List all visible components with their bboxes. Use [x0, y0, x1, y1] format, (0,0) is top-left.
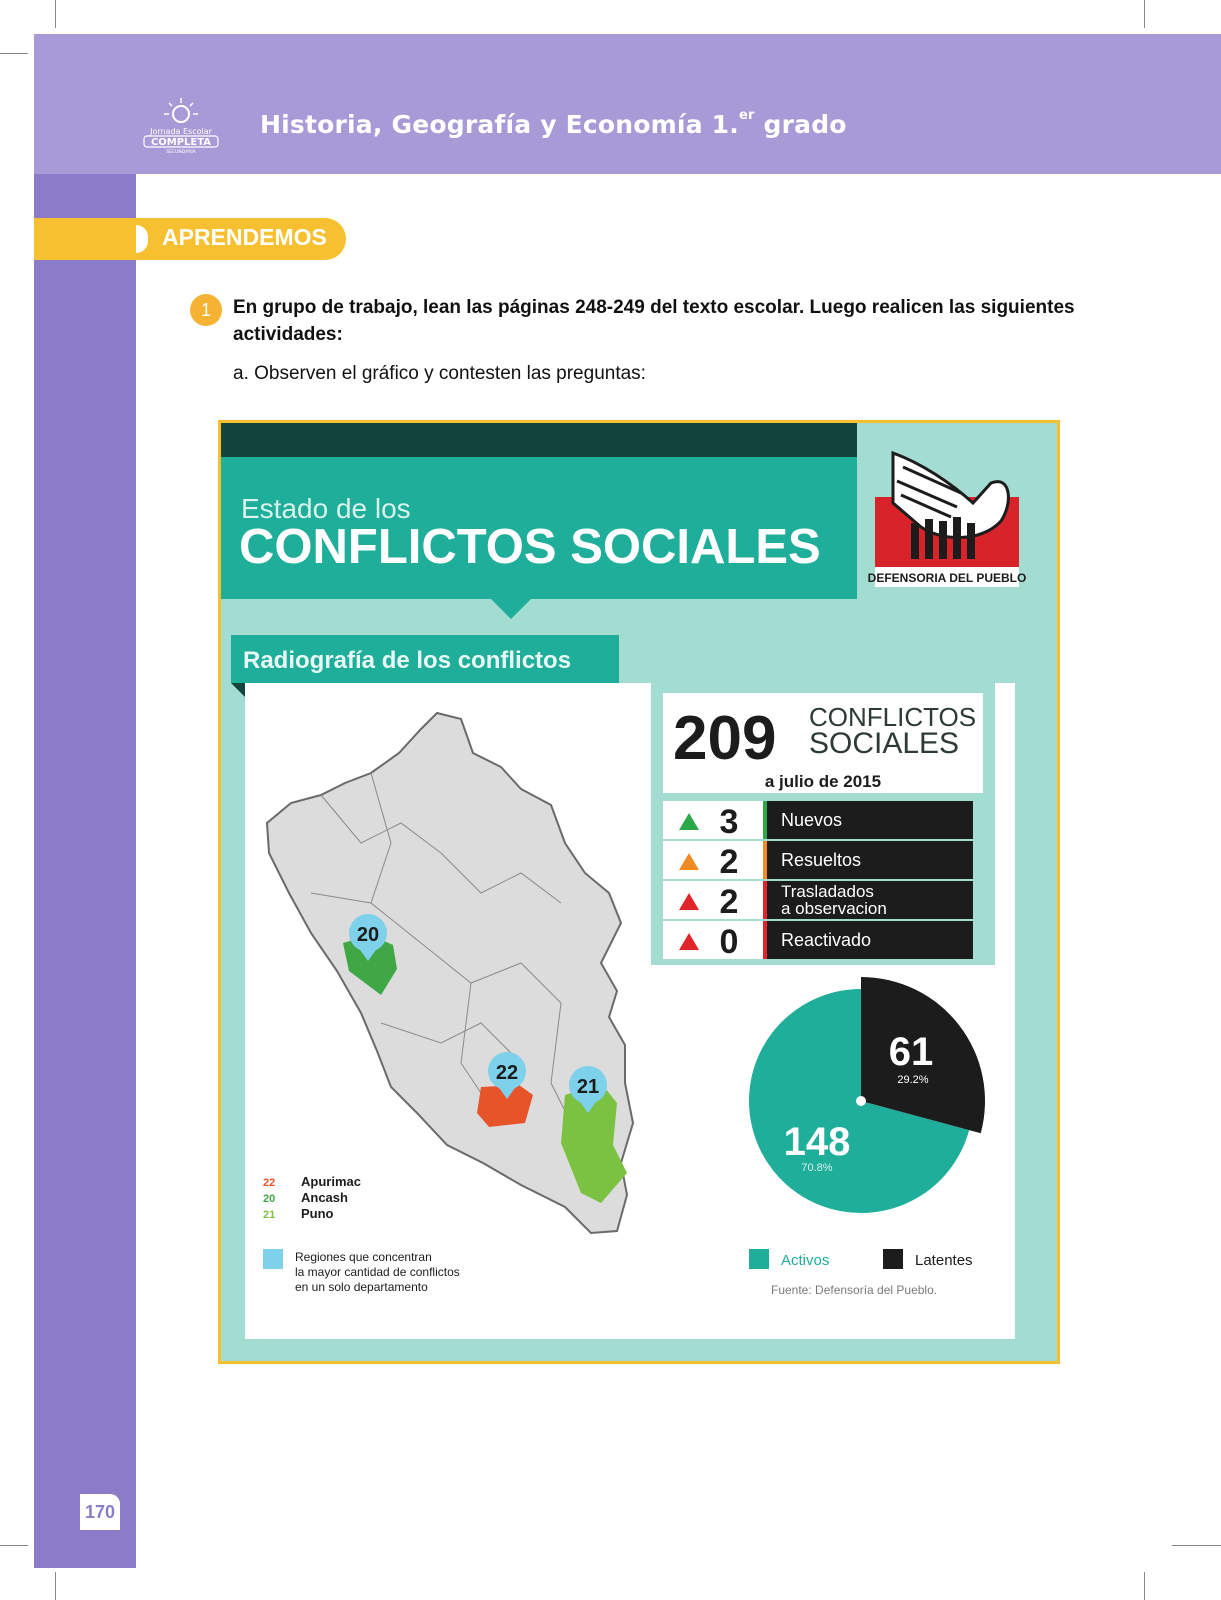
- legend-swatch-latent: [883, 1249, 903, 1269]
- activity-subinstruction: a. Observen el gráfico y contesten las preguntas:: [233, 363, 646, 384]
- regions-legend-swatch: [263, 1249, 283, 1269]
- infographic: [218, 420, 1060, 1364]
- crop-mark: [1144, 1572, 1145, 1600]
- legend-swatch-active: [749, 1249, 769, 1269]
- svg-text:20: 20: [263, 1193, 276, 1205]
- pie-center-dot: [856, 1096, 866, 1106]
- pie-value-active: 148: [783, 1120, 851, 1164]
- infographic-svg: [221, 423, 1057, 1361]
- svg-text:21: 21: [263, 1209, 276, 1221]
- svg-text:Regiones que concentran: Regiones que concentran: [295, 1250, 432, 1264]
- svg-text:a observacion: a observacion: [781, 899, 887, 918]
- legend-label-latent: Latentes: [915, 1252, 973, 1269]
- title-big: CONFLICTOS SOCIALES: [239, 520, 821, 574]
- crop-mark: [1144, 0, 1145, 28]
- crop-mark: [0, 1545, 28, 1546]
- pie-percent-latent: 29.2%: [897, 1074, 929, 1086]
- logo-caption: DEFENSORIA DEL PUEBLO: [867, 571, 1027, 585]
- legend-label-active: Activos: [781, 1252, 830, 1269]
- header-title: Historia, Geografía y Economía 1.$^{er}$ grado: [260, 108, 847, 139]
- total-label-1: CONFLICTOS: [809, 702, 977, 732]
- pie-value-latent: 61: [888, 1030, 934, 1074]
- top-strip: [221, 423, 857, 457]
- crop-mark: [1172, 1545, 1221, 1546]
- activity-instruction: En grupo de trabajo, lean las páginas 248-249 del texto escolar. Luego realicen las siguientes actividades:: [233, 297, 1075, 345]
- status-row-nuevos: [663, 801, 973, 841]
- status-row-trasladados: [663, 881, 973, 921]
- svg-text:0: 0: [719, 923, 739, 961]
- title-small: Estado de los: [241, 493, 411, 524]
- section-label: APRENDEMOS: [162, 224, 327, 250]
- activity-number-badge: 1: [190, 294, 222, 326]
- total-date: a julio de 2015: [764, 772, 882, 791]
- svg-text:Apurimac: Apurimac: [301, 1174, 361, 1189]
- svg-text:la mayor cantidad de conflicto: la mayor cantidad de conflictos: [295, 1265, 460, 1279]
- svg-text:Nuevos: Nuevos: [781, 810, 843, 830]
- sidebar-band: [34, 174, 136, 1568]
- crop-mark: [55, 0, 56, 28]
- subtitle-corner: [231, 683, 245, 697]
- svg-text:Puno: Puno: [301, 1206, 334, 1221]
- svg-text:2: 2: [719, 883, 739, 921]
- svg-text:2: 2: [719, 843, 739, 881]
- status-row-reactivado: [663, 921, 973, 961]
- total-value: 209: [673, 704, 777, 773]
- crop-mark: [0, 53, 28, 54]
- jornada-escolar-logo: [138, 94, 224, 156]
- svg-text:3: 3: [719, 803, 739, 841]
- svg-text:SECUNDARIA: SECUNDARIA: [166, 150, 196, 155]
- defensoria-logo: [868, 453, 1027, 587]
- pie-percent-active: 70.8%: [801, 1162, 833, 1174]
- svg-text:Ancash: Ancash: [301, 1190, 348, 1205]
- crop-mark: [55, 1572, 56, 1600]
- source-note: Fuente: Defensoría del Pueblo.: [771, 1283, 938, 1297]
- svg-text:20: 20: [356, 924, 380, 946]
- svg-text:Reactivado: Reactivado: [781, 930, 872, 950]
- svg-text:22: 22: [263, 1177, 276, 1189]
- svg-text:en un solo departamento: en un solo departamento: [295, 1280, 428, 1294]
- status-row-resueltos: [663, 841, 973, 881]
- svg-text:COMPLETA: COMPLETA: [150, 137, 212, 148]
- svg-text:Trasladados: Trasladados: [781, 882, 874, 901]
- svg-text:22: 22: [495, 1062, 519, 1084]
- page-number: 170: [80, 1494, 120, 1530]
- svg-text:Resueltos: Resueltos: [781, 850, 862, 870]
- subtitle: Radiografía de los conflictos: [243, 647, 572, 674]
- total-label-2: SOCIALES: [809, 727, 960, 760]
- svg-text:Jornada Escolar: Jornada Escolar: [150, 127, 212, 136]
- svg-text:21: 21: [576, 1076, 600, 1098]
